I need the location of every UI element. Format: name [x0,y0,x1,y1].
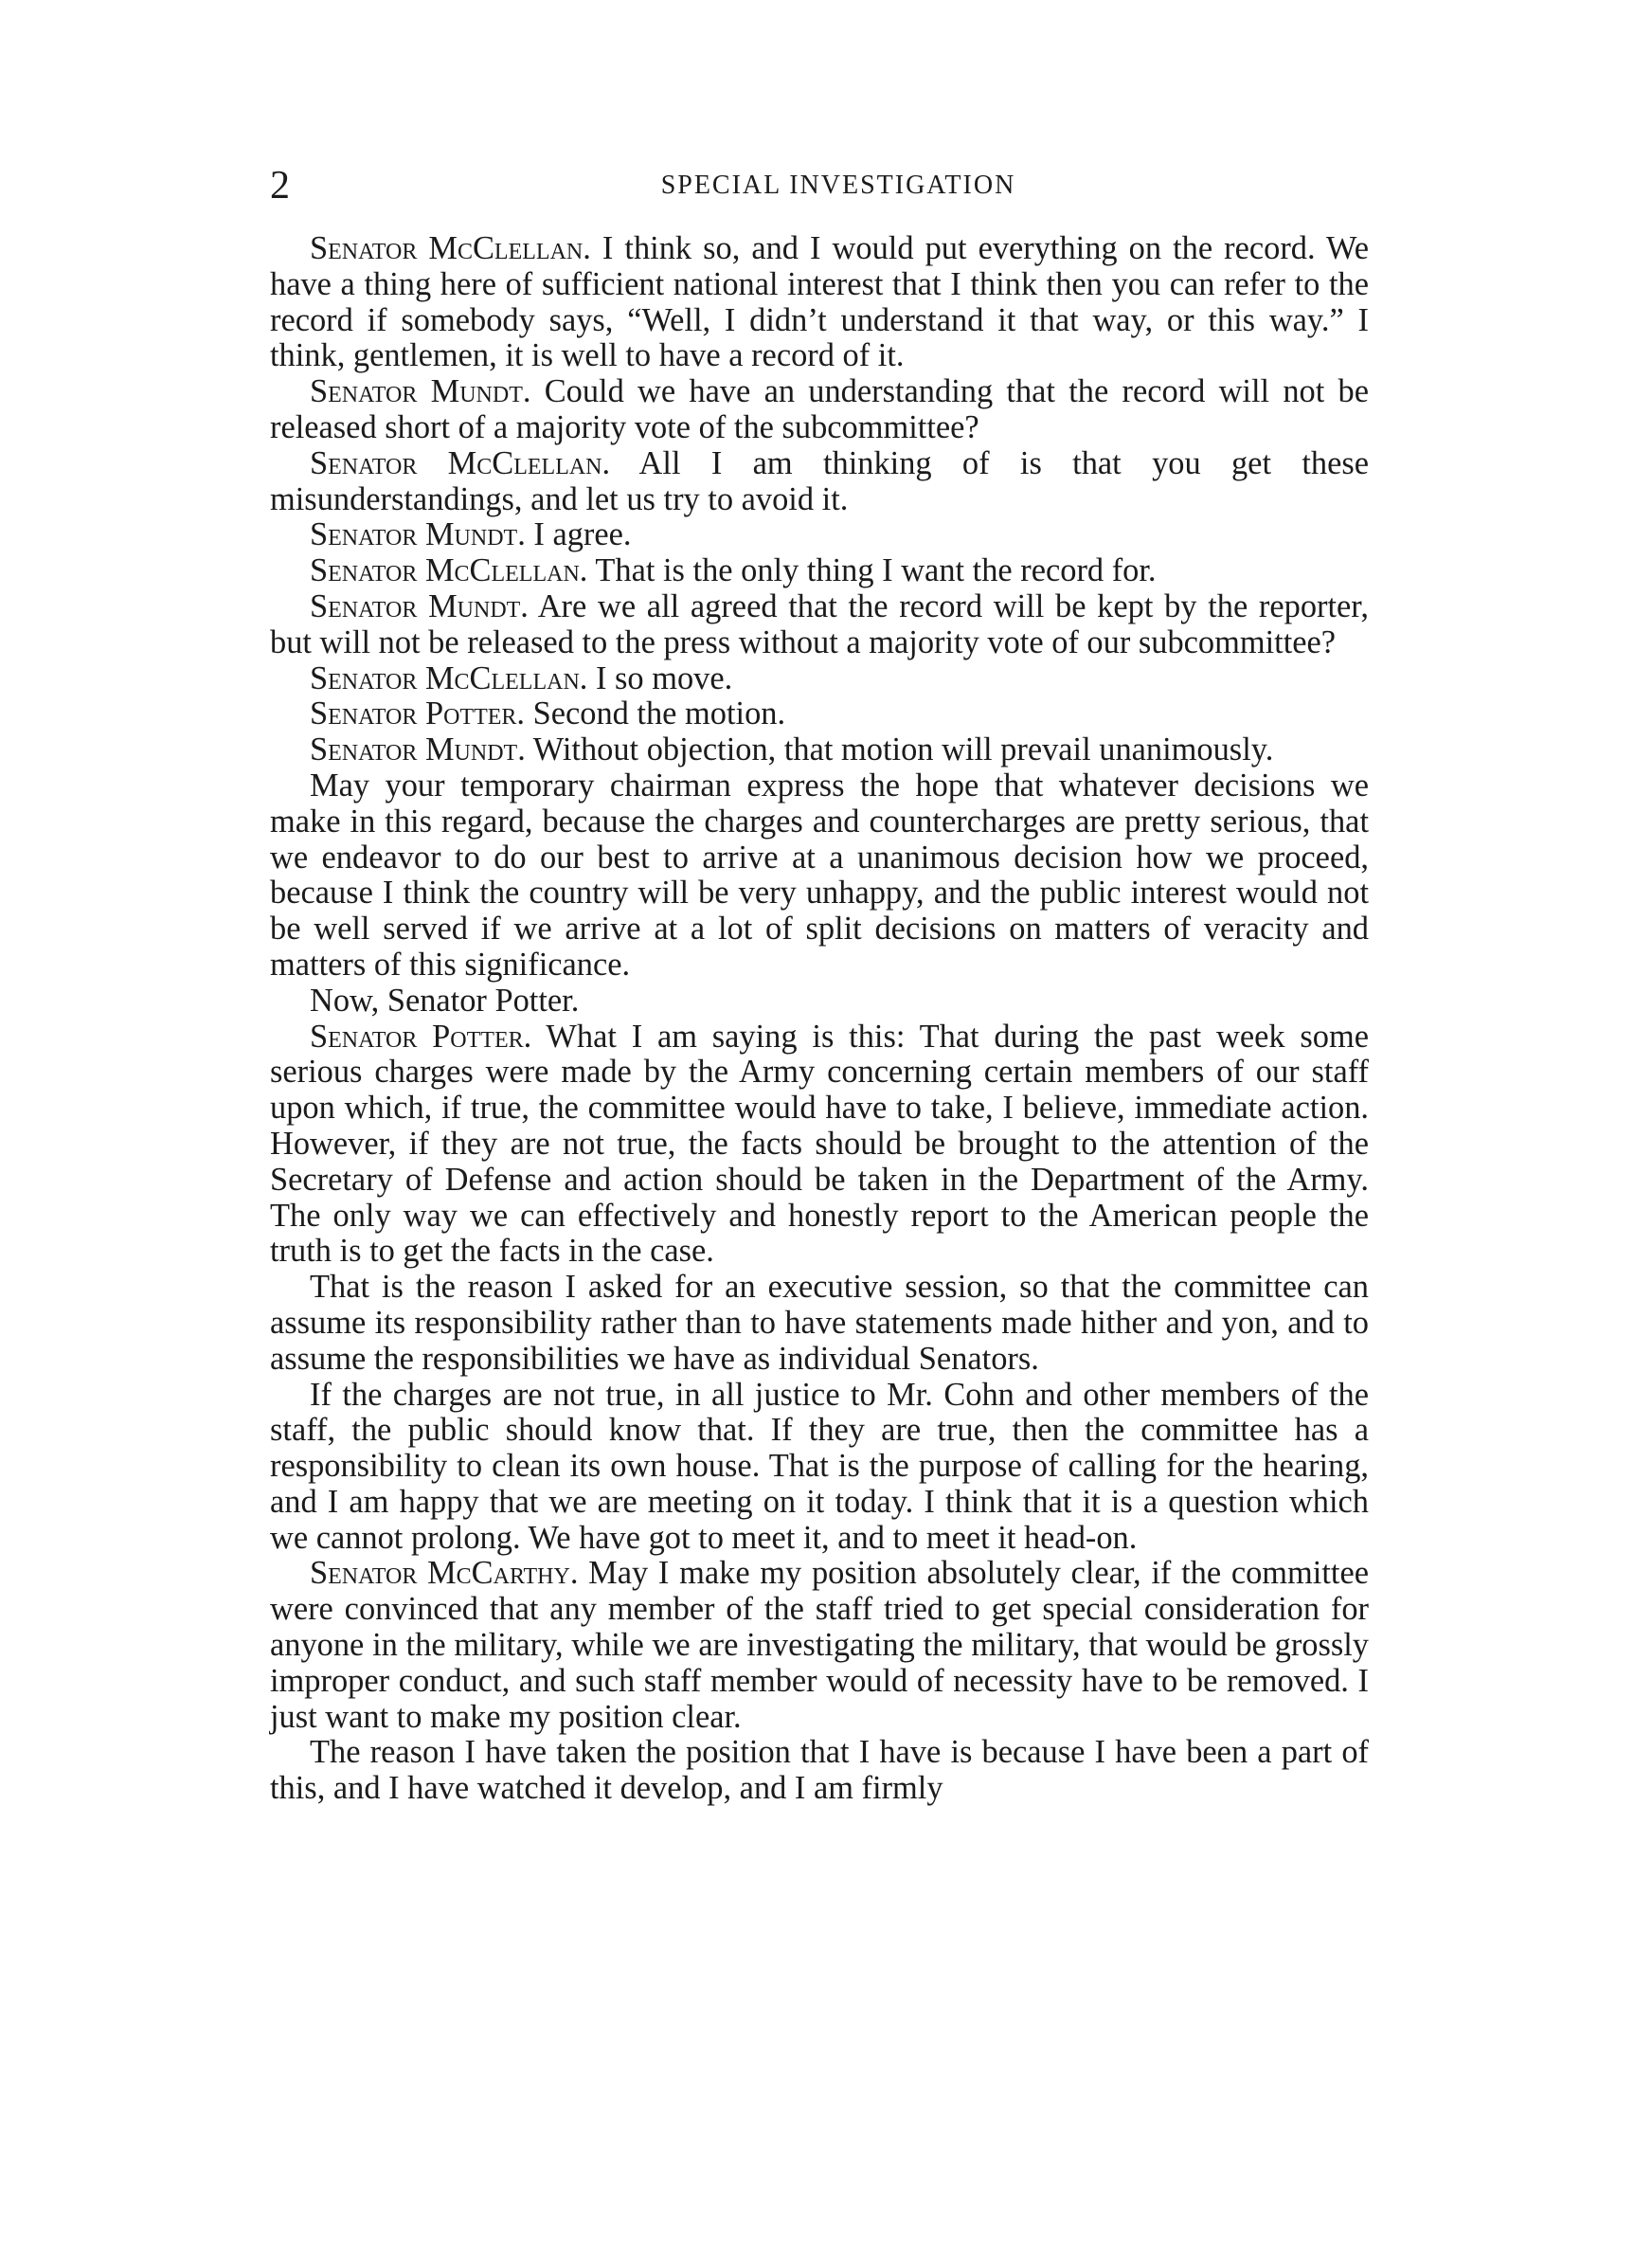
paragraph-text: That is the reason I asked for an executive session, so that the committee can assume its responsibility rather than to have statements made hither and yon, and to assume the responsibilities we have as individual Senators. [270,1269,1369,1377]
paragraph [270,553,1369,589]
speaker-name: Senator McClellan. [310,230,591,266]
paragraph-text: May I make my position absolutely clear, if the committee were convinced that any member of the staff tried to get special consideration for anyone in the military, while we are investigating the military, that would be grossly improper conduct, and such staff member would of necessity have to be removed. I just want to make my position clear. [270,1555,1369,1735]
running-head: SPECIAL INVESTIGATION [660,171,1016,200]
paragraph [270,374,1369,446]
paragraph-text: Could we have an understanding that the record will not be released short of a majority vote of the subcommittee? [270,373,1369,445]
speaker-name: Senator Mundt. [310,587,529,624]
paragraph [270,1556,1369,1735]
paragraph [270,661,1369,697]
page-number: 2 [270,164,290,208]
paragraph [270,984,1369,1020]
paragraph-text: Are we all agreed that the record will be kept by the reporter, but will not be released to the press without a majority vote of our subcommittee? [270,587,1369,660]
page-header [270,159,1369,212]
paragraph [270,517,1369,553]
speaker-name: Senator McClellan. [310,552,588,589]
paragraph-text: Now, Senator Potter. [310,982,580,1019]
paragraph-text: That is the only thing I want the record for. [587,552,1157,589]
speaker-name: Senator McClellan. [310,444,611,481]
paragraph [270,589,1369,661]
paragraph [270,1020,1369,1271]
speaker-name: Senator Mundt. [310,373,531,410]
speaker-name: Senator Mundt. [310,516,526,553]
paragraph-text: Second the motion. [525,695,786,732]
paragraph [270,1735,1369,1807]
paragraph-text: I think so, and I would put everything on the record. We have a thing here of sufficient national interest that I think then you can refer to the record if somebody says, “Well, I didn’t understand it that way, or this way.” I think, gentlemen, it is well to have a record of it. [270,230,1369,374]
paragraph [270,1378,1369,1557]
paragraph-text: May your temporary chairman express the hope that whatever decisions we make in this regard, because the charges and countercharges are pretty serious, that we endeavor to do our best to arrive at a unanimous decision how we proceed, because I think the country will be very unhappy, and the public interest would not be well served if we arrive at a lot of split decisions on matters of veracity and matters of this significance. [270,767,1369,983]
speaker-name: Senator Potter. [310,695,525,732]
paragraph-text: What I am saying is this: That during the past week some serious charges were made by the Army concerning certain members of our staff upon which, if true, the committee would have to take, I believe, immediate action. However, if they are not true, the facts should be brought to the attention of the Secretary of Defense and action should be taken in the Department of the Army. The only way we can effectively and honestly report to the American people the truth is to get the facts in the case. [270,1018,1370,1270]
paragraph [270,231,1369,374]
paragraph [270,768,1369,984]
paragraph [270,696,1369,732]
paragraph-text: If the charges are not true, in all justice to Mr. Cohn and other members of the staff, the public should know that. If they are true, then the committee has a responsibility to clean its own house. That is the purpose of calling for the hearing, and I am happy that we are meeting on it today. I think that it is a question which we cannot prolong. We have got to meet it, and to meet it head-on. [270,1376,1369,1556]
paragraph [270,446,1369,518]
paragraph-text: The reason I have taken the position that I have is because I have been a part of this, and I have watched it develop, and I am firmly [270,1734,1369,1807]
paragraph-text: I agree. [525,516,632,553]
paragraph-text: All I am thinking of is that you get these misunderstandings, and let us try to avoid it. [270,444,1369,517]
paragraph-text: I so move. [587,659,733,696]
paragraph [270,1270,1369,1377]
speaker-name: Senator Potter. [310,1018,532,1055]
paragraph-text: Without objection, that motion will prevail unanimously. [525,731,1274,768]
speaker-name: Senator McCarthy. [310,1555,579,1592]
speaker-name: Senator McClellan. [310,659,588,696]
transcript-body [270,231,1369,1807]
speaker-name: Senator Mundt. [310,731,526,768]
paragraph [270,732,1369,768]
